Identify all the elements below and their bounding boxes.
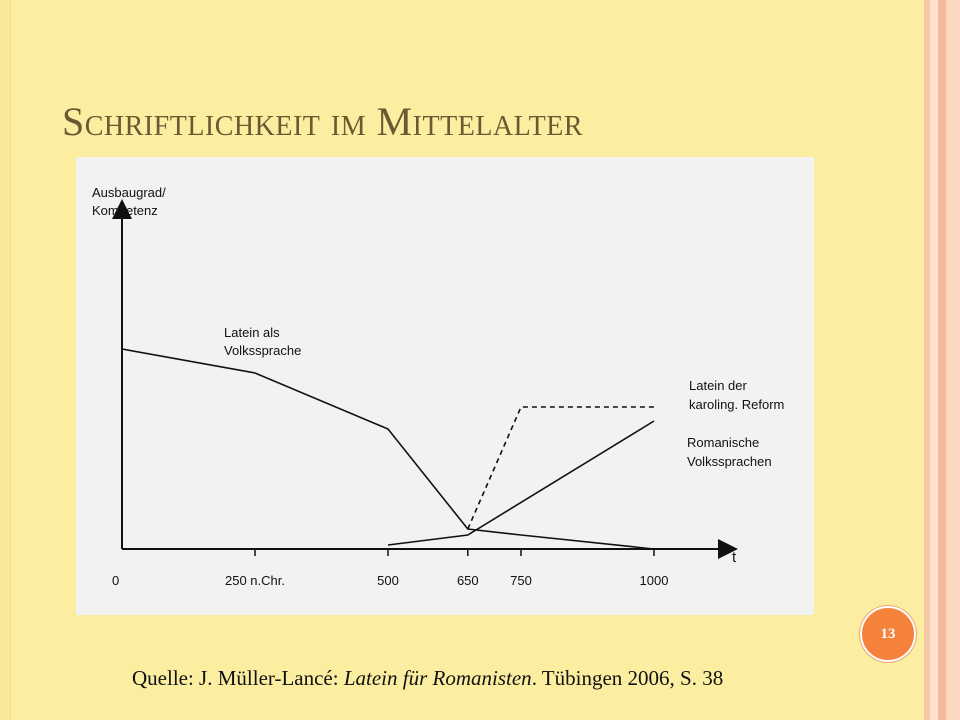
x-tick-label-1: 250 n.Chr.	[225, 573, 285, 588]
series-line-1	[468, 407, 654, 529]
x-ticks	[112, 549, 668, 588]
x-tick-label-5: 1000	[639, 573, 669, 588]
source-book-title: Latein für Romanisten	[343, 666, 532, 690]
label-latin-vulgar-1: Latein als	[224, 325, 280, 340]
source-suffix: . Tübingen 2006, S. 38	[531, 666, 724, 690]
label-romance-2: Volkssprachen	[687, 454, 772, 469]
source-prefix: Quelle: J. Müller-Lancé:	[132, 666, 344, 690]
label-latin-reform-1: Latein der	[689, 378, 747, 393]
label-romance-1: Romanische	[687, 435, 760, 450]
label-latin-vulgar-2: Volkssprache	[224, 343, 302, 358]
label-latin-reform-2: karoling. Reform	[689, 397, 785, 412]
page-number-badge: 13	[860, 606, 916, 662]
y-axis-label-line1: Ausbaugrad/	[92, 185, 166, 200]
series-line-2	[388, 421, 654, 545]
x-axis-label: t	[732, 549, 737, 566]
left-stripe	[0, 0, 11, 720]
x-tick-label-2: 500	[377, 573, 399, 588]
chart-svg	[76, 157, 814, 615]
slide-title: Schriftlichkeit im Mittelalter	[62, 99, 584, 144]
x-tick-label-4: 750	[510, 573, 532, 588]
chart-figure	[76, 157, 814, 615]
source-citation	[132, 666, 723, 691]
series-line-0	[122, 349, 654, 549]
x-tick-label-3: 650	[456, 573, 479, 588]
series-group	[122, 349, 654, 549]
y-axis-label-line2: Kompetenz	[92, 203, 158, 218]
right-decorative-border	[924, 0, 960, 720]
x-tick-label-0: 0	[112, 573, 120, 588]
